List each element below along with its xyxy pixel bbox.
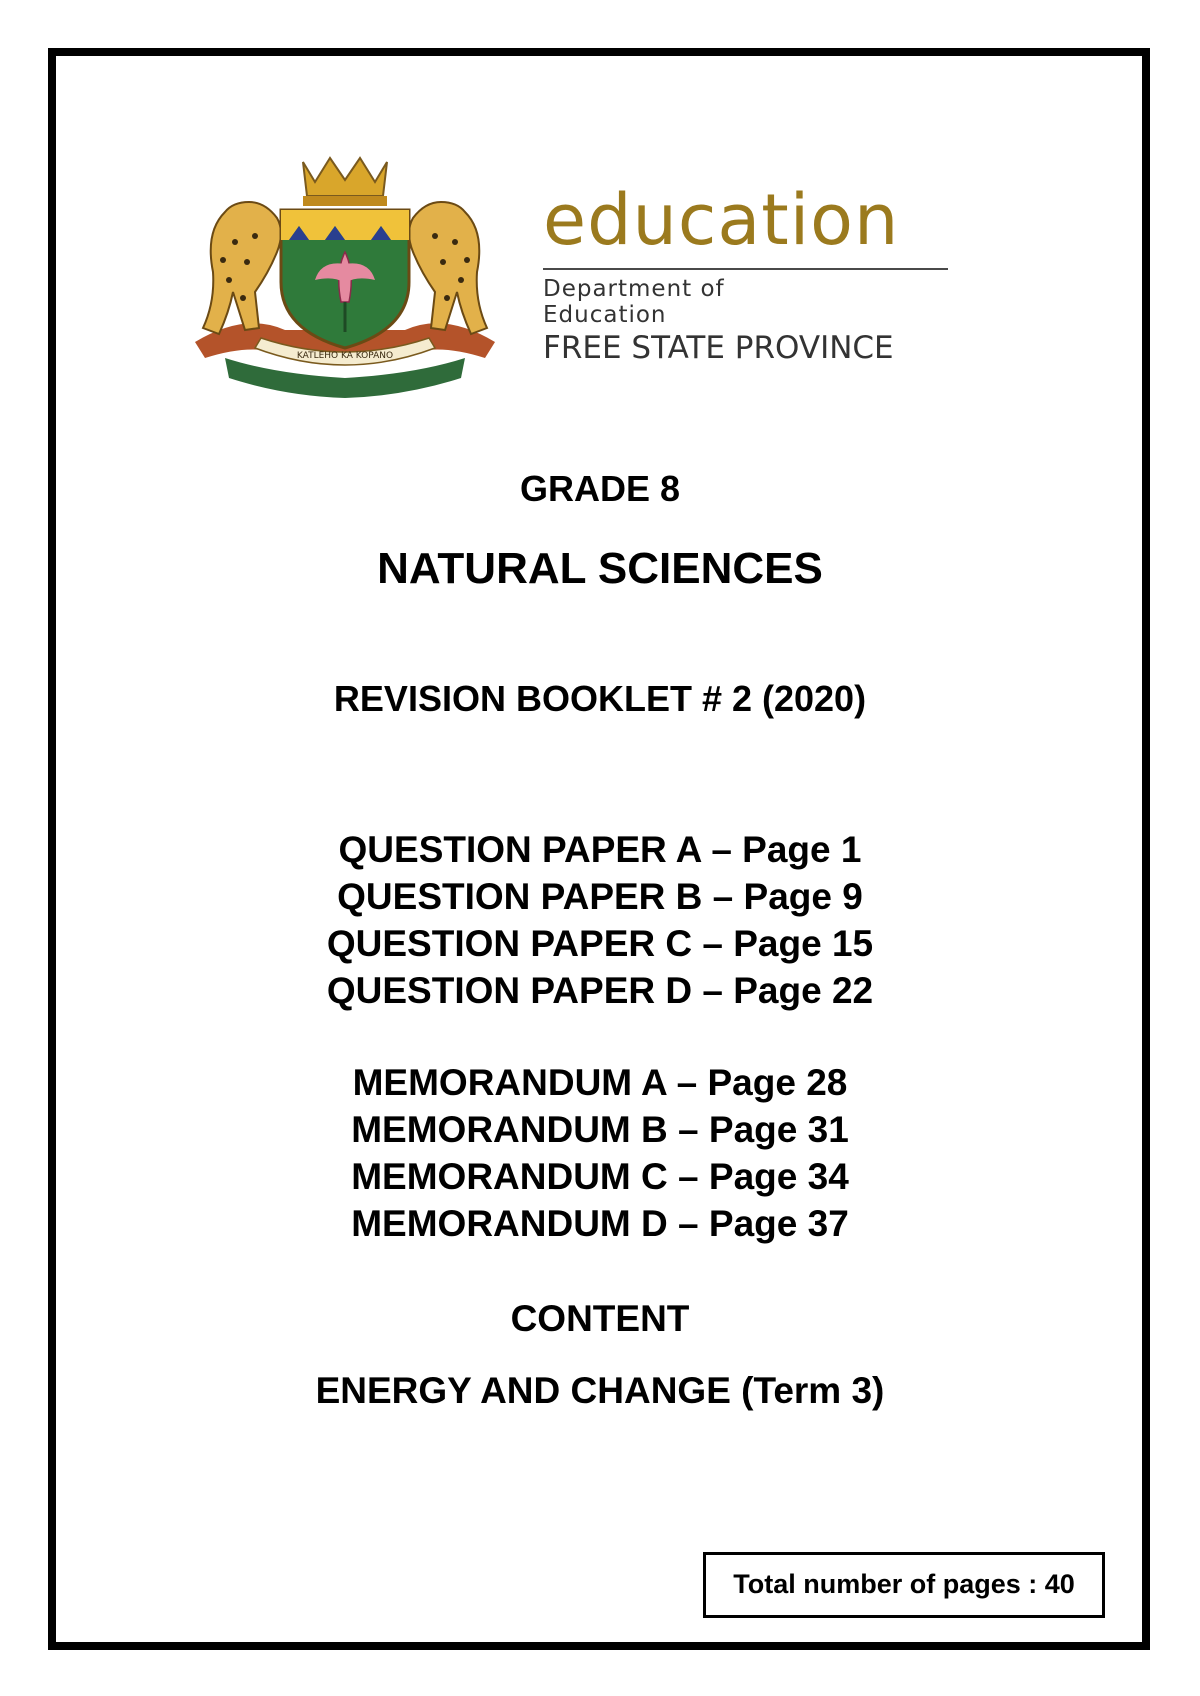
province-name: FREE STATE PROVINCE [543,330,894,366]
coat-of-arms-logo [185,152,505,400]
total-pages-box: Total number of pages : 40 [703,1552,1105,1618]
grade-heading: GRADE 8 [519,468,681,509]
question-paper-item: QUESTION PAPER A – Page 1 [338,829,862,870]
memorandum-item: MEMORANDUM B – Page 31 [351,1109,849,1150]
content-heading: CONTENT [510,1298,690,1339]
memorandum-item: MEMORANDUM A – Page 28 [352,1062,848,1103]
question-paper-item: QUESTION PAPER B – Page 9 [337,876,863,917]
memorandum-item: MEMORANDUM C – Page 34 [351,1156,849,1197]
department-line-1: Department of [543,276,725,302]
subject-title: NATURAL SCIENCES [377,544,823,593]
booklet-title: REVISION BOOKLET # 2 (2020) [333,678,867,719]
brand-divider [543,268,948,270]
content-topic: ENERGY AND CHANGE (Term 3) [315,1370,885,1411]
question-paper-item: QUESTION PAPER D – Page 22 [326,970,874,1011]
question-paper-item: QUESTION PAPER C – Page 15 [326,923,874,964]
memorandum-item: MEMORANDUM D – Page 37 [351,1203,849,1244]
education-wordmark: education [543,179,900,261]
memoranda-list [56,1059,1144,1247]
department-branding [543,180,953,366]
department-line-2: Education [543,302,667,328]
question-papers-list [56,826,1144,1014]
motto-text: KATLEHO KA KOPANO [296,351,394,361]
